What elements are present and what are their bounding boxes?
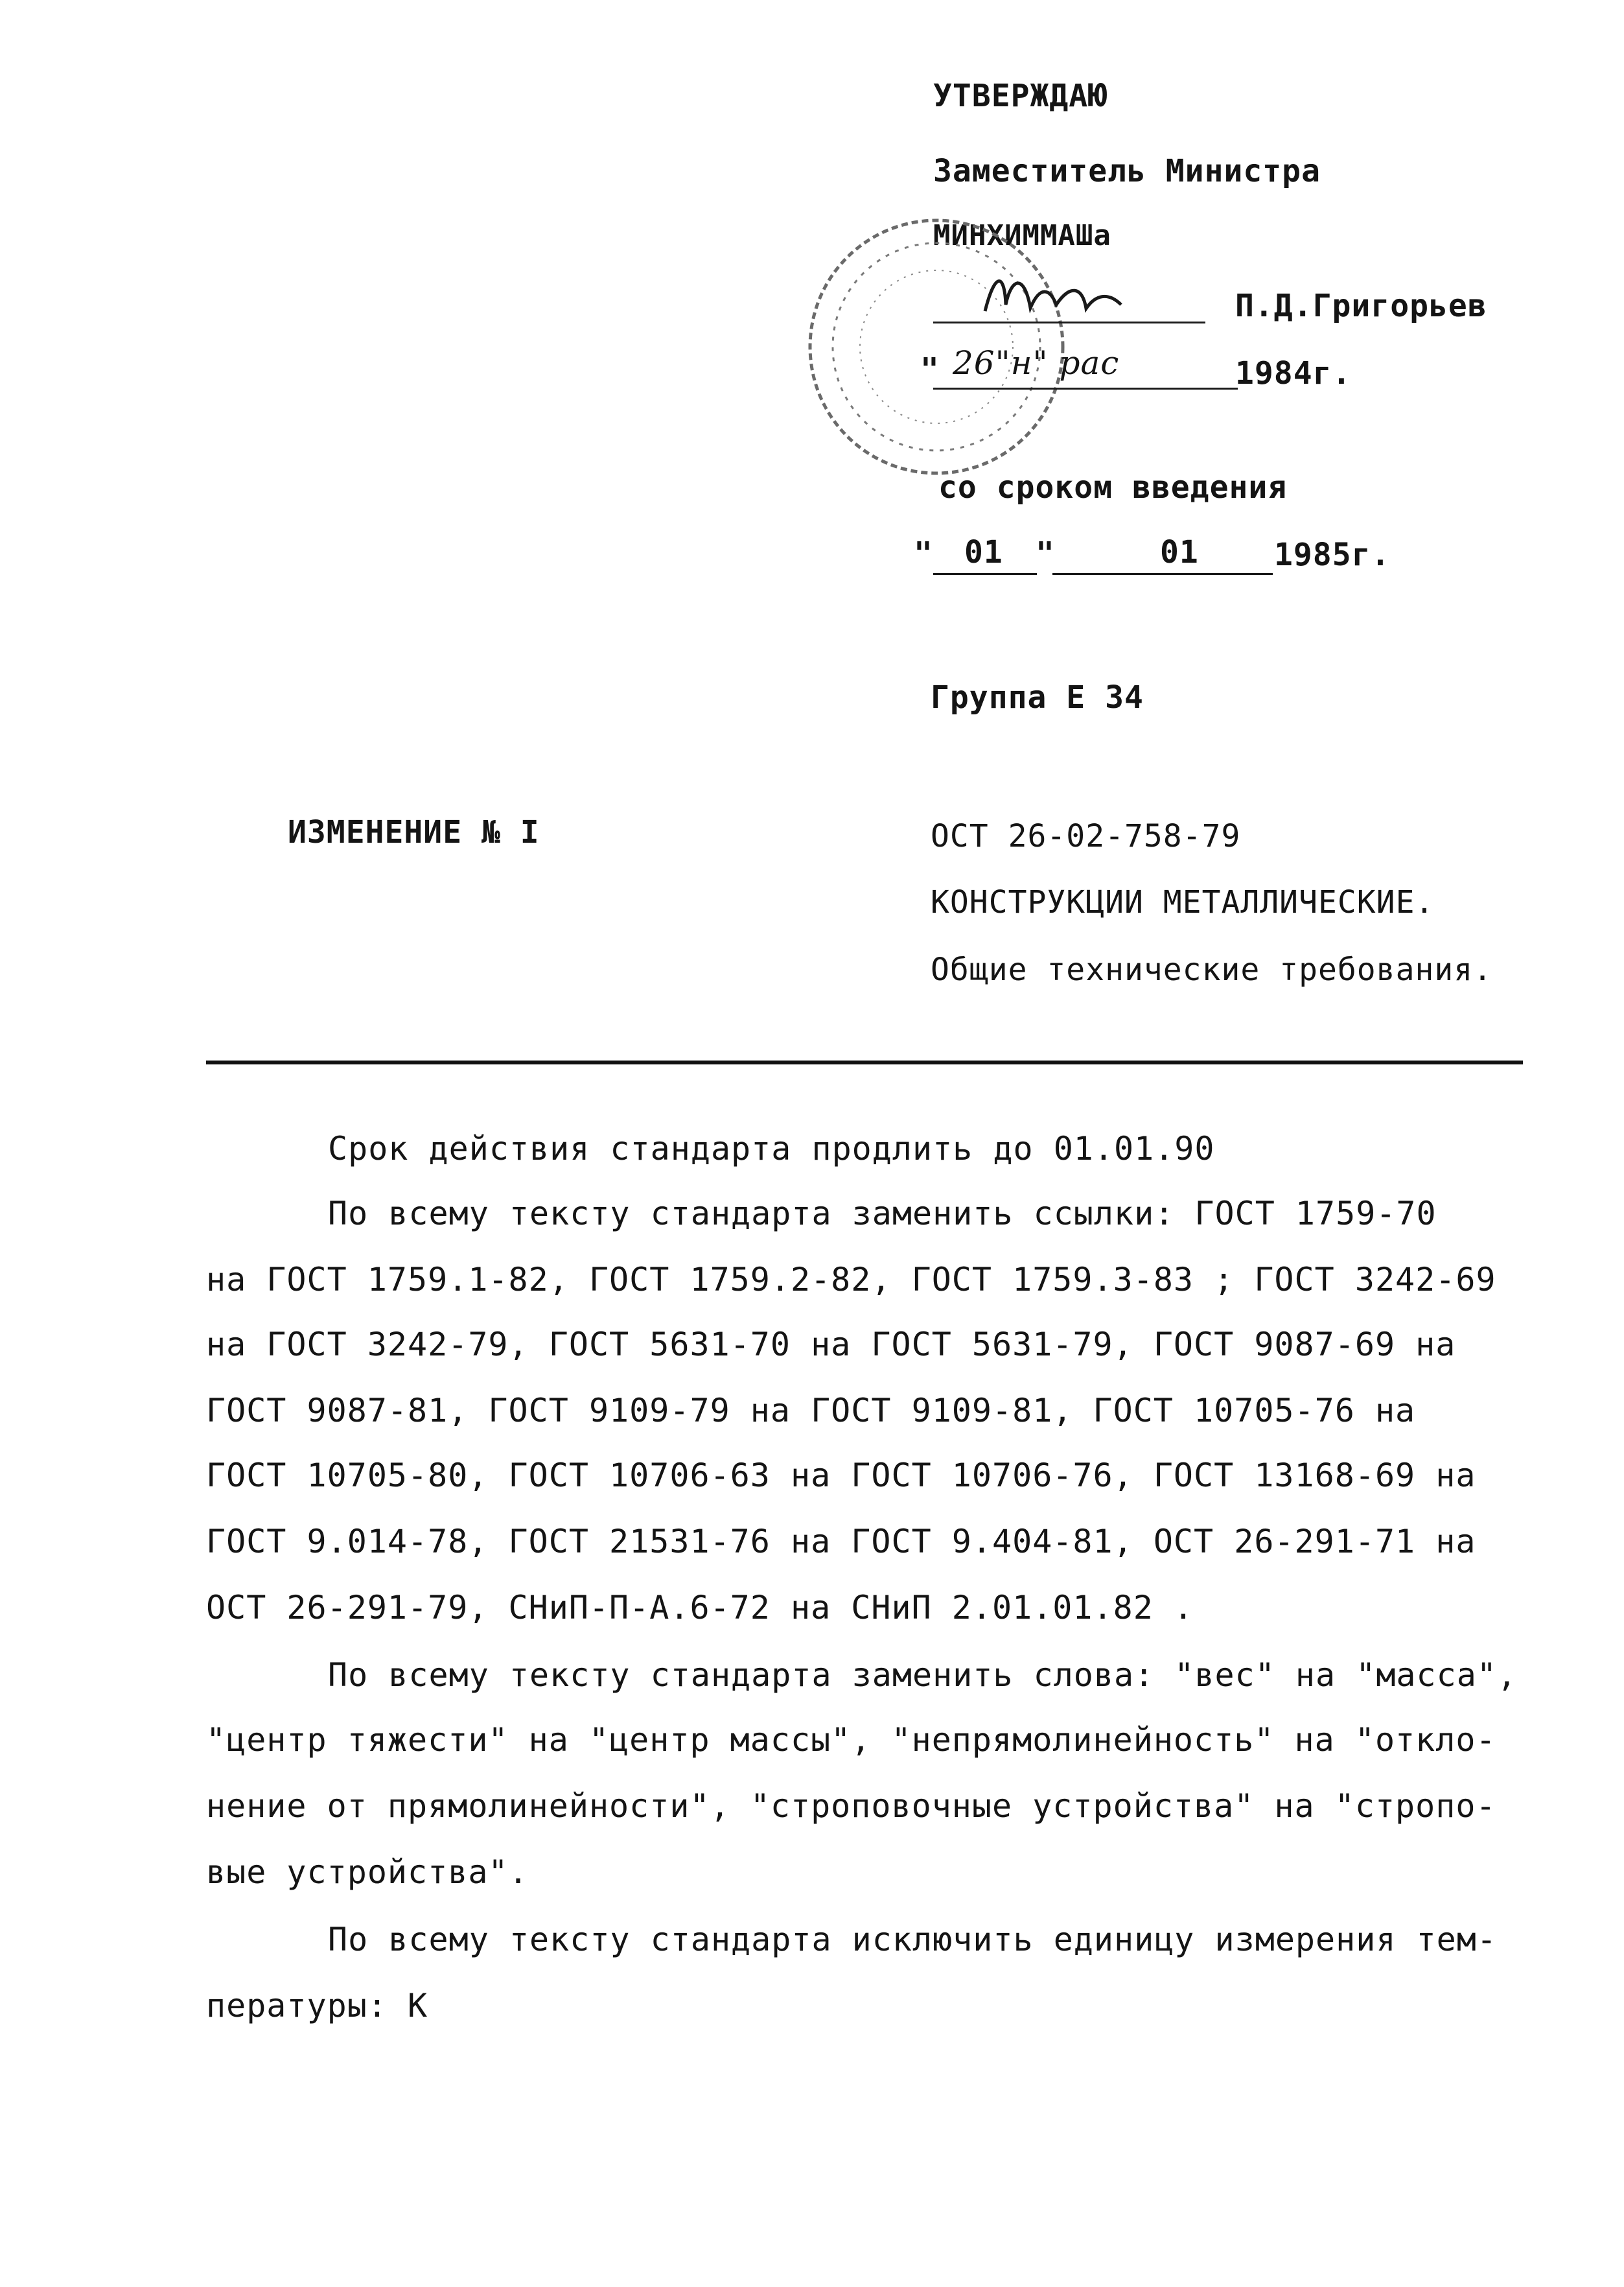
header-divider xyxy=(206,1061,1523,1064)
approval-ministry: МИНХИММАШа xyxy=(933,219,1111,252)
signature-scribble xyxy=(933,259,1238,331)
date-quote-open: " xyxy=(920,351,940,388)
group-label: Группа Е 34 xyxy=(931,679,1144,716)
body-line: на ГОСТ 1759.1-82, ГОСТ 1759.2-82, ГОСТ 1759.3-83 ; ГОСТ 3242-69 xyxy=(206,1261,1496,1298)
intro-month: 01 xyxy=(1160,534,1199,570)
approval-position: Заместитель Министра xyxy=(933,153,1321,189)
signature-underline xyxy=(933,322,1205,323)
date-handwritten: 26"н" рас xyxy=(953,344,1120,382)
date-year: 1984г. xyxy=(1235,355,1352,392)
intro-day-underline xyxy=(933,573,1037,575)
body-line: ГОСТ 9087-81, ГОСТ 9109-79 на ГОСТ 9109-81, ГОСТ 10705-76 на xyxy=(206,1392,1416,1429)
intro-quote-close: " xyxy=(1036,535,1055,572)
body-line: на ГОСТ 3242-79, ГОСТ 5631-70 на ГОСТ 5631-79, ГОСТ 9087-69 на xyxy=(206,1326,1456,1363)
body-line: ОСТ 26-291-79, СНиП-П-А.6-72 на СНиП 2.01.01.82 . xyxy=(206,1589,1194,1626)
introduction-label: со сроком введения xyxy=(938,469,1288,506)
body-line: По всему тексту стандарта заменить ссылки: ГОСТ 1759-70 xyxy=(328,1195,1437,1232)
body-line: По всему тексту стандарта заменить слова: "вес" на "масса", xyxy=(328,1656,1518,1694)
signer-name: П.Д.Григорьев xyxy=(1235,288,1487,324)
approval-heading: УТВЕРЖДАЮ xyxy=(933,78,1108,114)
standard-subtitle: Общие технические требования. xyxy=(931,952,1493,988)
standard-number: ОСТ 26-02-758-79 xyxy=(931,818,1241,854)
body-line: ГОСТ 9.014-78, ГОСТ 21531-76 на ГОСТ 9.404-81, ОСТ 26-291-71 на xyxy=(206,1523,1476,1560)
change-label: ИЗМЕНЕНИЕ № I xyxy=(288,814,540,850)
body-line: По всему тексту стандарта исключить единицу измерения тем- xyxy=(328,1921,1497,1958)
intro-year: 1985г. xyxy=(1274,537,1391,573)
body-line: нение от прямолинейности", "строповочные устройства" на "стропо- xyxy=(206,1787,1496,1825)
intro-month-underline xyxy=(1052,573,1273,575)
intro-quote-open: " xyxy=(914,535,933,572)
date-underline xyxy=(933,388,1238,390)
intro-day: 01 xyxy=(964,534,1003,570)
body-line: Срок действия стандарта продлить до 01.01.90 xyxy=(328,1130,1215,1167)
body-line: ГОСТ 10705-80, ГОСТ 10706-63 на ГОСТ 10706-76, ГОСТ 13168-69 на xyxy=(206,1457,1476,1494)
standard-title: КОНСТРУКЦИИ МЕТАЛЛИЧЕСКИЕ. xyxy=(931,884,1435,921)
body-line: пературы: К xyxy=(206,1987,428,2024)
body-line: "центр тяжести" на "центр массы", "непрямолинейность" на "откло- xyxy=(206,1721,1496,1759)
body-line: вые устройства". xyxy=(206,1853,529,1891)
